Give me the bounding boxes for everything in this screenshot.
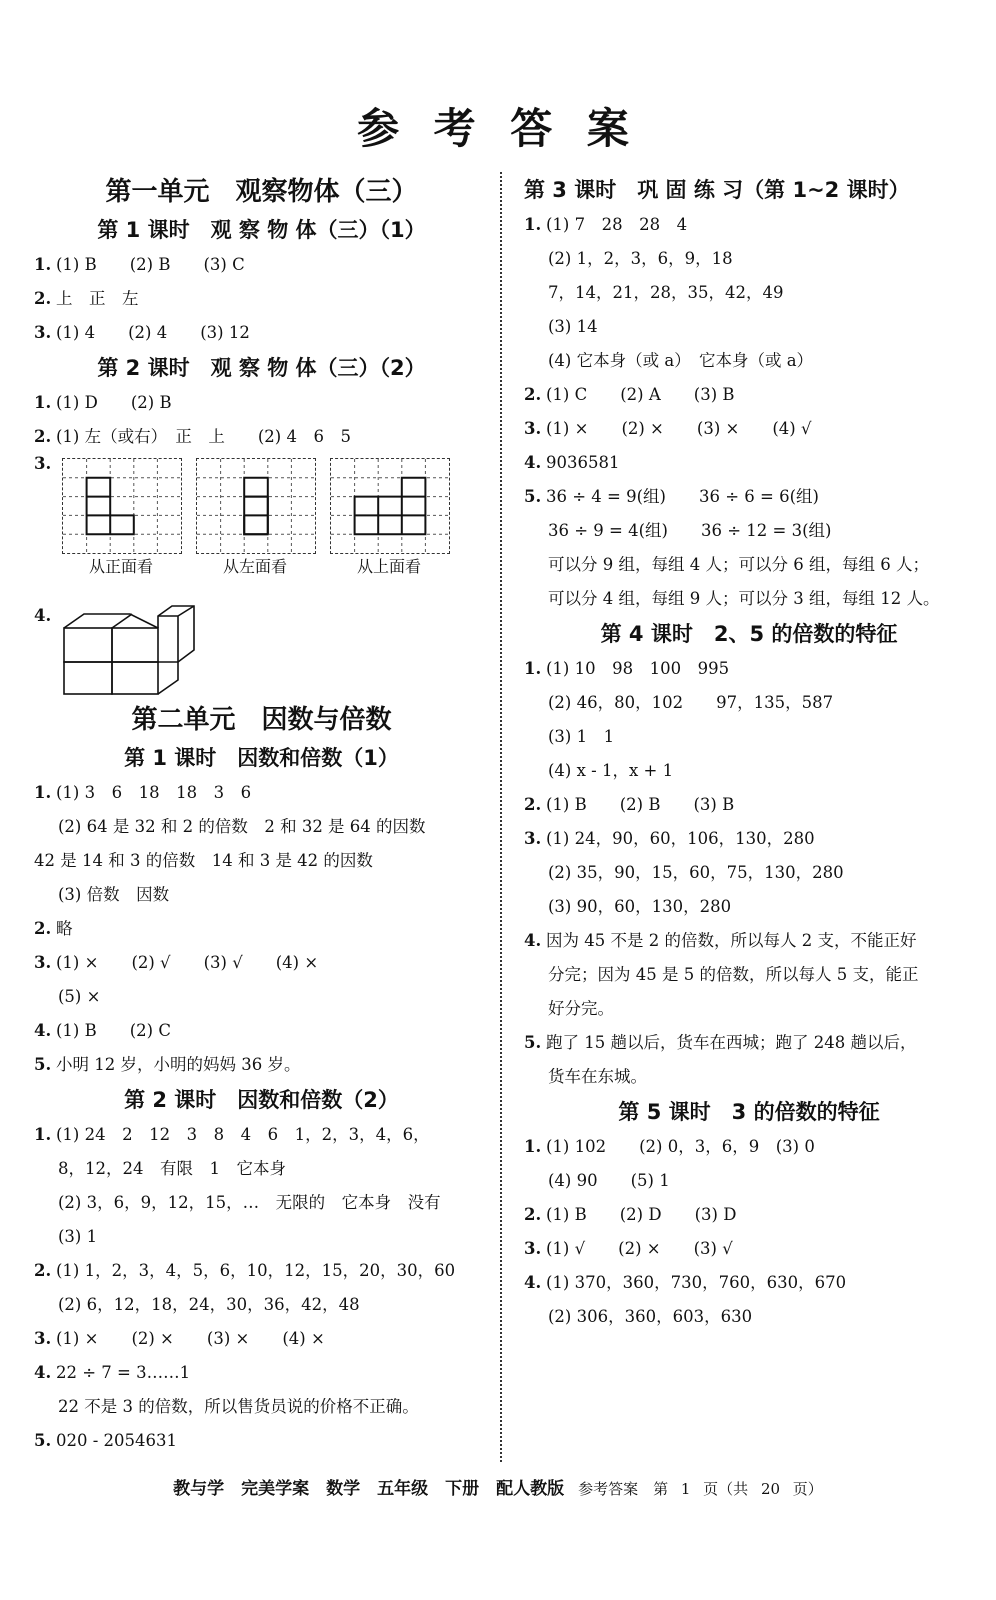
views-figure — [34, 454, 489, 604]
answer-line — [524, 446, 974, 480]
answer-line — [34, 1220, 489, 1254]
question-number: 2. — [524, 1205, 542, 1224]
answer-text: 分完；因为 45 是 5 的倍数，所以每人 5 支，能正 — [548, 965, 919, 984]
answer-line — [524, 1300, 974, 1334]
answer-list — [524, 208, 974, 616]
answer-line — [34, 248, 489, 282]
answer-line — [524, 924, 974, 958]
question-number: 3. — [34, 323, 52, 342]
answer-line — [34, 844, 489, 878]
question-number: 5. — [34, 1055, 52, 1074]
answer-text: 略 — [56, 919, 73, 938]
question-number: 3. — [524, 1239, 542, 1258]
lesson-heading: 第 5 课时 3 的倍数的特征 — [618, 1100, 880, 1124]
answer-text: (1) B (2) C — [56, 1021, 171, 1040]
answer-text: (3) 14 — [548, 317, 598, 336]
answer-text: 上 正 左 — [56, 289, 139, 308]
question-number: 4. — [524, 1273, 542, 1292]
answer-line — [34, 980, 489, 1014]
answer-line — [524, 754, 974, 788]
answer-text: (4) 它本身（或 a） 它本身（或 a） — [548, 351, 814, 370]
answer-text: 9036581 — [546, 453, 620, 472]
answer-text: (4) x - 1，x + 1 — [548, 761, 674, 780]
lesson-heading: 第 3 课时 巩 固 练 习（第 1~2 课时） — [524, 178, 910, 202]
answer-line — [524, 412, 974, 446]
answer-line — [34, 1014, 489, 1048]
answer-list — [34, 1118, 489, 1458]
answer-line — [34, 316, 489, 350]
lesson-heading: 第 1 课时 观 察 物 体（三）（1） — [97, 218, 426, 242]
lesson-heading: 第 2 课时 观 察 物 体（三）（2） — [97, 356, 426, 380]
answer-line — [524, 378, 974, 412]
right-column — [524, 172, 974, 1334]
page-title: 参 考 答 案 — [357, 104, 639, 153]
answer-line — [524, 514, 974, 548]
answer-list — [34, 386, 489, 454]
answer-line — [34, 776, 489, 810]
question-number: 1. — [524, 1137, 542, 1156]
answer-line — [524, 1026, 974, 1060]
answer-text: (1) × (2) √ (3) √ (4) × — [56, 953, 319, 972]
answer-text: (1) 24 2 12 3 8 4 6 1，2，3，4，6， — [56, 1125, 430, 1144]
answer-line — [524, 480, 974, 514]
answer-text: (2) 3，6，9，12，15，… 无限的 它本身 没有 — [58, 1193, 441, 1212]
answer-line — [524, 822, 974, 856]
answer-text: (3) 倍数 因数 — [58, 885, 170, 904]
question-number: 1. — [34, 255, 52, 274]
question-number: 2. — [34, 1261, 52, 1280]
footer-page-number: 参考答案 第 1 页（共 20 页） — [578, 1480, 823, 1498]
question-number: 2. — [524, 795, 542, 814]
answer-list — [34, 776, 489, 1082]
answer-text: (3) 90，60，130，280 — [548, 897, 732, 916]
cube-figure — [34, 604, 489, 700]
answer-line — [524, 344, 974, 378]
answer-line — [34, 810, 489, 844]
answer-line — [34, 420, 489, 454]
question-number: 3. — [524, 829, 542, 848]
answer-text: 36 ÷ 4 = 9(组) 36 ÷ 6 = 6(组) — [546, 487, 819, 506]
answer-text: (1) 102 (2) 0，3，6，9 (3) 0 — [546, 1137, 815, 1156]
answer-line — [524, 720, 974, 754]
question-number: 1. — [34, 783, 52, 802]
lesson-heading: 第 2 课时 因数和倍数（2） — [124, 1088, 399, 1112]
answer-line — [34, 1048, 489, 1082]
answer-text: (1) 4 (2) 4 (3) 12 — [56, 323, 250, 342]
answer-text: (2) 1，2，3，6，9，18 — [548, 249, 733, 268]
answer-line — [524, 582, 974, 616]
answer-line — [524, 890, 974, 924]
question-number: 1. — [34, 1125, 52, 1144]
answer-text: (1) 370，360，730，760，630，670 — [546, 1273, 847, 1292]
answer-text: 22 不是 3 的倍数，所以售货员说的价格不正确。 — [58, 1397, 419, 1416]
question-number: 2. — [524, 385, 542, 404]
answer-line — [34, 1118, 489, 1152]
answer-line — [524, 242, 974, 276]
view-caption: 从左面看 — [222, 557, 287, 576]
answer-text: (1) 3 6 18 18 3 6 — [56, 783, 252, 802]
answer-text: 跑了 15 趟以后，货车在西城；跑了 248 趟以后， — [546, 1033, 917, 1052]
answer-text: 货车在东城。 — [548, 1067, 647, 1086]
answer-line — [34, 1390, 489, 1424]
view-caption: 从正面看 — [88, 557, 153, 576]
answer-line — [34, 386, 489, 420]
answer-text: (5) × — [58, 987, 101, 1006]
question-number: 1. — [524, 215, 542, 234]
answer-line — [524, 1164, 974, 1198]
answer-text: (2) 6，12，18，24，30，36，42，48 — [58, 1295, 360, 1314]
answer-line — [34, 282, 489, 316]
answer-line — [34, 1186, 489, 1220]
question-number: 5. — [524, 1033, 542, 1052]
answer-text: 7，14，21，28，35，42，49 — [548, 283, 784, 302]
lesson-heading: 第 1 课时 因数和倍数（1） — [124, 746, 399, 770]
answer-line — [34, 1152, 489, 1186]
answer-line — [524, 548, 974, 582]
answer-text: (1) B (2) B (3) B — [546, 795, 735, 814]
answer-text: (1) 24，90，60，106，130，280 — [546, 829, 815, 848]
answer-line — [524, 652, 974, 686]
answer-text: 好分完。 — [548, 999, 614, 1018]
question-number: 2. — [34, 427, 52, 446]
question-number: 5. — [34, 1431, 52, 1450]
answer-line — [524, 686, 974, 720]
answer-text: (1) √ (2) × (3) √ — [546, 1239, 733, 1258]
answer-text: (1) × (2) × (3) × (4) × — [56, 1329, 325, 1348]
footer-book-info: 教与学 完美学案 数学 五年级 下册 配人教版 — [173, 1479, 565, 1499]
left-column — [34, 172, 489, 1458]
answer-text: 020 - 2054631 — [56, 1431, 178, 1450]
answer-line — [524, 788, 974, 822]
answer-text: (3) 1 1 — [548, 727, 615, 746]
answer-text: 可以分 4 组，每组 9 人；可以分 3 组，每组 12 人。 — [548, 589, 940, 608]
answer-text: (2) 306，360，603，630 — [548, 1307, 753, 1326]
question-number: 4. — [34, 606, 52, 625]
column-divider — [500, 172, 502, 1462]
answer-text: 36 ÷ 9 = 4(组) 36 ÷ 12 = 3(组) — [548, 521, 832, 540]
question-number: 4. — [34, 1021, 52, 1040]
top-view-grid — [330, 458, 450, 554]
unit-heading: 第一单元 观察物体（三） — [105, 177, 418, 207]
answer-line — [34, 1322, 489, 1356]
question-number: 4. — [34, 1363, 52, 1382]
answer-text: 因为 45 不是 2 的倍数，所以每人 2 支，不能正好 — [546, 931, 917, 950]
question-number: 3. — [34, 454, 52, 473]
answer-line — [34, 1288, 489, 1322]
answer-list — [524, 652, 974, 1094]
page-footer — [0, 1474, 996, 1499]
question-number: 2. — [34, 289, 52, 308]
question-number: 3. — [34, 1329, 52, 1348]
answer-text: (1) × (2) × (3) × (4) √ — [546, 419, 812, 438]
answer-text: (3) 1 — [58, 1227, 98, 1246]
answer-line — [524, 310, 974, 344]
answer-text: 42 是 14 和 3 的倍数 14 和 3 是 42 的因数 — [34, 851, 373, 870]
answer-line — [34, 1424, 489, 1458]
answer-line — [524, 1232, 974, 1266]
answer-text: (1) B (2) D (3) D — [546, 1205, 737, 1224]
question-number: 1. — [34, 393, 52, 412]
answer-line — [34, 1356, 489, 1390]
question-number: 4. — [524, 453, 542, 472]
left-view-grid — [196, 458, 316, 554]
answer-text: (2) 64 是 32 和 2 的倍数 2 和 32 是 64 的因数 — [58, 817, 426, 836]
answer-line — [524, 208, 974, 242]
answer-text: (1) D (2) B — [56, 393, 172, 412]
answer-text: 可以分 9 组，每组 4 人；可以分 6 组，每组 6 人； — [548, 555, 929, 574]
answer-text: 小明 12 岁，小明的妈妈 36 岁。 — [56, 1055, 301, 1074]
question-number: 3. — [34, 953, 52, 972]
answer-text: (1) 1，2，3，4，5，6，10，12，15，20，30，60 — [56, 1261, 456, 1280]
answer-line — [524, 992, 974, 1026]
answer-text: (4) 90 (5) 1 — [548, 1171, 670, 1190]
answer-text: (1) B (2) B (3) C — [56, 255, 245, 274]
answer-line — [524, 276, 974, 310]
answer-text: 8，12，24 有限 1 它本身 — [58, 1159, 286, 1178]
answer-text: (1) C (2) A (3) B — [546, 385, 735, 404]
question-number: 5. — [524, 487, 542, 506]
cube-solid-drawing — [60, 604, 200, 696]
answer-line — [524, 1130, 974, 1164]
question-number: 4. — [524, 931, 542, 950]
answer-list — [524, 1130, 974, 1334]
answer-text: (1) 左（或右） 正 上 (2) 4 6 5 — [56, 427, 351, 446]
answer-line — [524, 1060, 974, 1094]
front-view-grid — [62, 458, 182, 554]
answer-text: (2) 46，80，102 97，135，587 — [548, 693, 834, 712]
answer-text: 22 ÷ 7 = 3……1 — [56, 1363, 191, 1382]
answer-line — [524, 1198, 974, 1232]
answer-line — [524, 958, 974, 992]
lesson-heading: 第 4 课时 2、5 的倍数的特征 — [600, 622, 898, 646]
answer-line — [34, 1254, 489, 1288]
answer-text: (1) 7 28 28 4 — [546, 215, 688, 234]
question-number: 3. — [524, 419, 542, 438]
question-number: 1. — [524, 659, 542, 678]
question-number: 2. — [34, 919, 52, 938]
answer-text: (1) 10 98 100 995 — [546, 659, 730, 678]
answer-line — [524, 1266, 974, 1300]
view-caption: 从上面看 — [356, 557, 421, 576]
unit-heading: 第二单元 因数与倍数 — [131, 705, 392, 735]
answer-line — [34, 878, 489, 912]
answer-line — [34, 946, 489, 980]
answer-line — [34, 912, 489, 946]
answer-line — [524, 856, 974, 890]
answer-text: (2) 35，90，15，60，75，130，280 — [548, 863, 844, 882]
answer-list — [34, 248, 489, 350]
